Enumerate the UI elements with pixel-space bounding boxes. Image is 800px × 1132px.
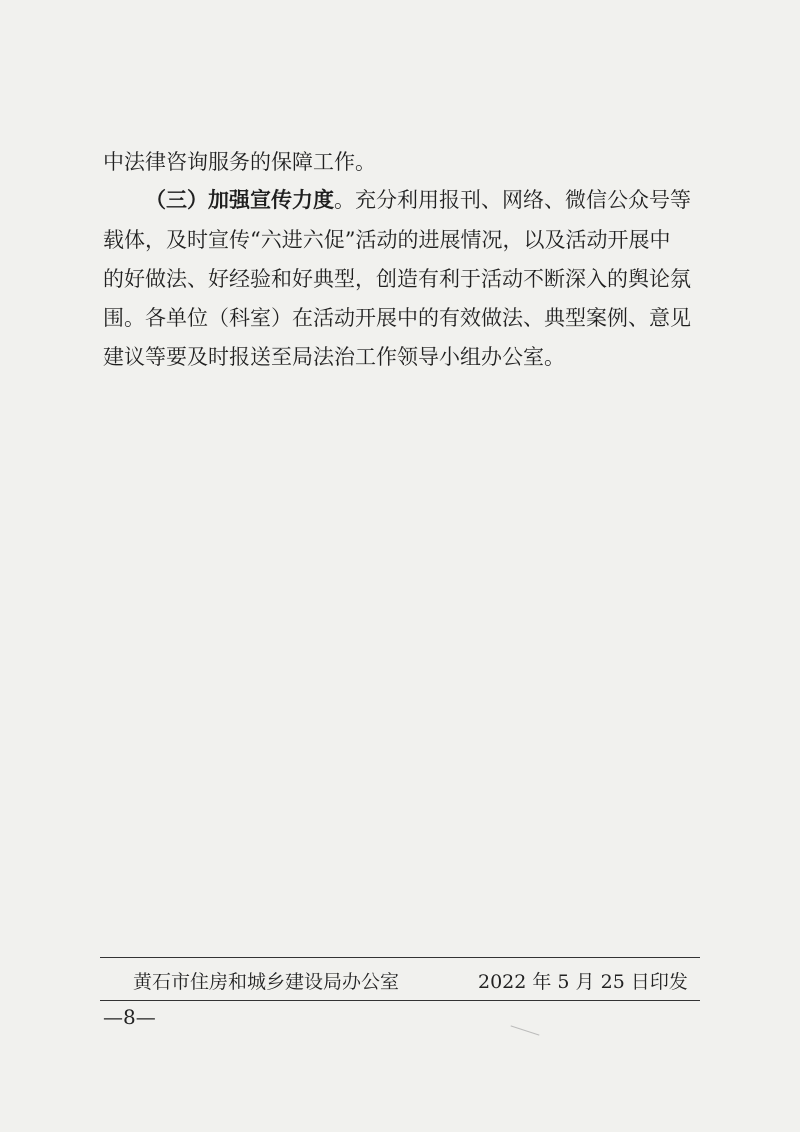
show-through-text [100, 395, 700, 955]
text-line-5: 围。各单位（科室）在活动开展中的有效做法、典型案例、意见 [103, 306, 691, 330]
issuer-name: 黄石市住房和城乡建设局办公室 [133, 971, 400, 993]
scan-mark [511, 1025, 540, 1035]
text-line-1: 中法律咨询服务的保障工作。 [103, 150, 376, 174]
issue-date: 2022 年 5 月 25 日印发 [478, 971, 688, 993]
text-line-6: 建议等要及时报送至局法治工作领导小组办公室。 [103, 345, 565, 369]
page-number: —8— [103, 1005, 156, 1029]
section-3-text: 。充分利用报刊、网络、微信公众号等 [334, 188, 691, 212]
footer-top-rule [100, 957, 700, 958]
footer-bottom-rule [100, 1000, 700, 1001]
text-line-3: 载体，及时宣传“六进六促”活动的进展情况，以及活动开展中 [103, 228, 671, 252]
text-line-4: 的好做法、好经验和好典型，创造有利于活动不断深入的舆论氛 [103, 267, 691, 291]
text-line-2 [145, 186, 691, 214]
section-3-heading: （三）加强宣传力度 [145, 187, 334, 212]
